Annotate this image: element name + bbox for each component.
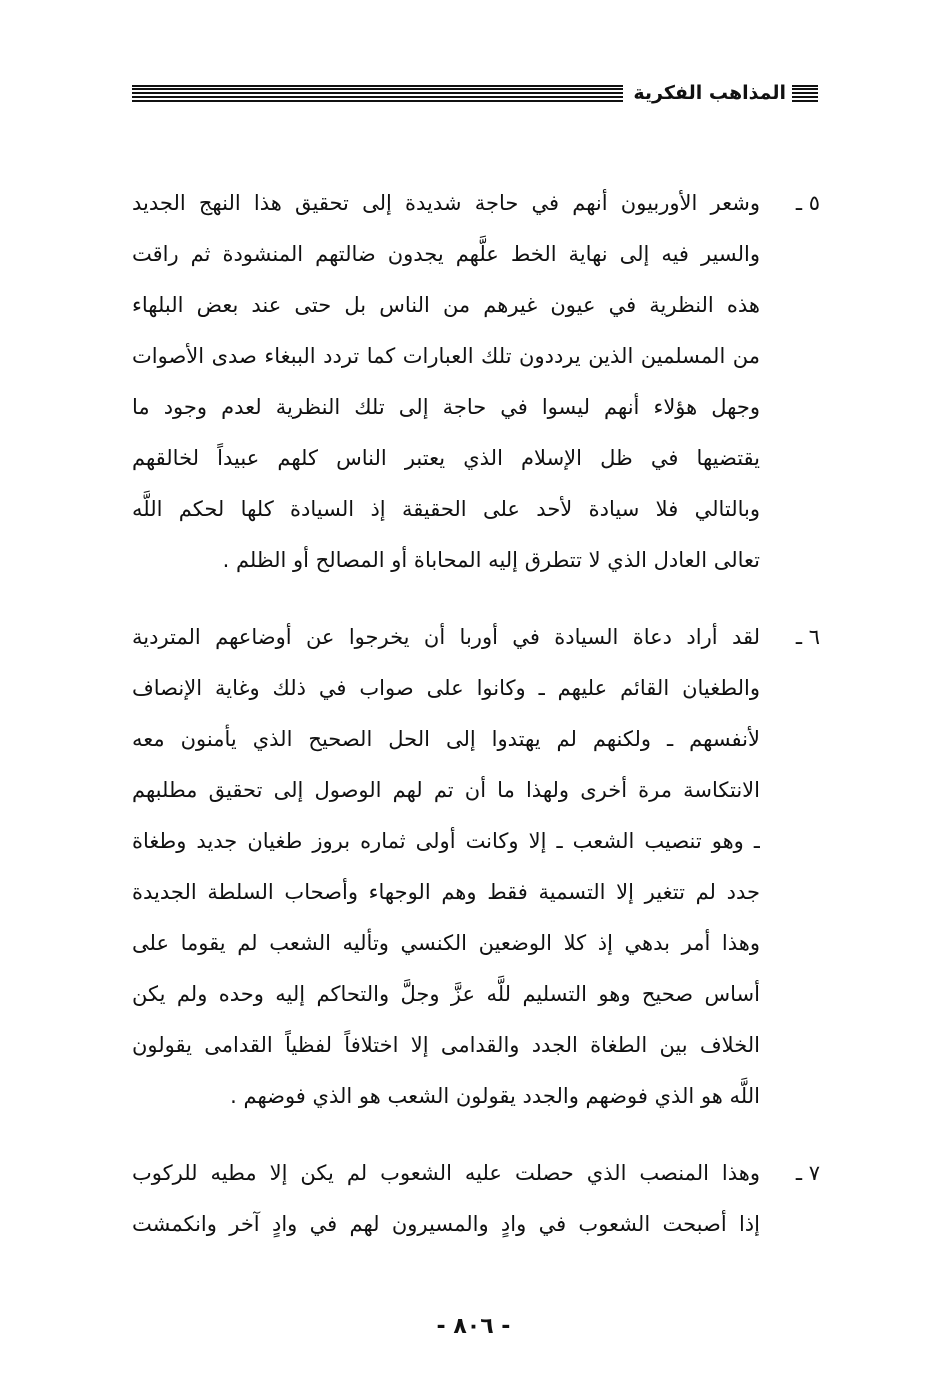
header-title: المذاهب الفكرية	[633, 82, 786, 104]
text-line: لأنفسهم ـ ولكنهم لم يهتدوا إلى الحل الصحيح الذي يأمنون معه	[132, 727, 760, 751]
text-line: والطغيان القائم عليهم ـ وكانوا على صواب في ذلك وغاية الإنصاف	[132, 676, 760, 700]
text-line: وجهل هؤلاء أنهم ليسوا في حاجة إلى تلك النظرية لعدم وجود ما	[132, 395, 760, 419]
page-body	[132, 178, 820, 1276]
page-number: - ٨٠٦ -	[436, 1314, 511, 1339]
paragraph-item-7	[132, 1148, 820, 1250]
text-line: الانتكاسة مرة أخرى ولهذا ما أن تم لهم الوصول إلى تحقيق مطلبهم	[132, 778, 760, 802]
paragraph-text	[132, 178, 760, 586]
text-line: تعالى العادل الذي لا تتطرق إليه المحاباة أو المصالح أو الظلم .	[222, 548, 760, 572]
text-line: وبالتالي فلا سيادة لأحد على الحقيقة إذ السيادة كلها لحكم اللَّه	[132, 497, 760, 521]
text-line: وهذا أمر بدهي إذ كلا الوضعين الكنسي وتأليه الشعب لم يقوما على	[132, 931, 760, 955]
header-rule	[132, 85, 623, 102]
text-line: اللَّه هو الذي فوضهم والجدد يقولون الشعب هو الذي فوضهم .	[230, 1084, 760, 1108]
header-ornament	[792, 85, 818, 102]
text-line: لقد أراد دعاة السيادة في أوربا أن يخرجوا عن أوضاعهم المتردية	[132, 625, 760, 649]
text-line: إذا أصبحت الشعوب في وادٍ والمسيرون لهم في وادٍ آخر وانكمشت	[132, 1212, 760, 1236]
text-line: وهذا المنصب الذي حصلت عليه الشعوب لم يكن إلا مطيه للركوب	[132, 1161, 760, 1185]
item-number: ٥ ـ	[795, 191, 820, 215]
text-line: الخلاف بين الطغاة الجدد والقدامى إلا اختلافاً لفظياً القدامى يقولون	[132, 1033, 760, 1057]
text-line: أساس صحيح وهو التسليم للَّه عزَّ وجلَّ والتحاكم إليه وحده ولم يكن	[132, 982, 760, 1006]
running-header	[132, 80, 818, 106]
text-line: جدد لم تتغير إلا التسمية فقط وهم الوجهاء وأصحاب السلطة الجديدة	[132, 880, 760, 904]
text-line: يقتضيها في ظل الإسلام الذي يعتبر الناس كلهم عبيداً لخالقهم	[132, 446, 760, 470]
item-number: ٧ ـ	[795, 1161, 820, 1185]
text-line: هذه النظرية في عيون غيرهم من الناس بل حتى عند بعض البلهاء	[132, 293, 760, 317]
text-line: من المسلمين الذين يرددون تلك العبارات كما تردد الببغاء صدى الأصوات	[132, 344, 760, 368]
text-line: وشعر الأوربيون أنهم في حاجة شديدة إلى تحقيق هذا النهج الجديد	[132, 191, 760, 215]
paragraph-item-6	[132, 612, 820, 1122]
item-number: ٦ ـ	[795, 625, 820, 649]
paragraph-text	[132, 612, 760, 1122]
paragraph-text	[132, 1148, 760, 1250]
text-line: ـ وهو تنصيب الشعب ـ إلا وكانت أولى ثماره بروز طغيان جديد وطغاة	[132, 829, 760, 853]
paragraph-item-5	[132, 178, 820, 586]
text-line: والسير فيه إلى نهاية الخط علَّهم يجدون ضالتهم المنشودة ثم راقت	[132, 242, 760, 266]
